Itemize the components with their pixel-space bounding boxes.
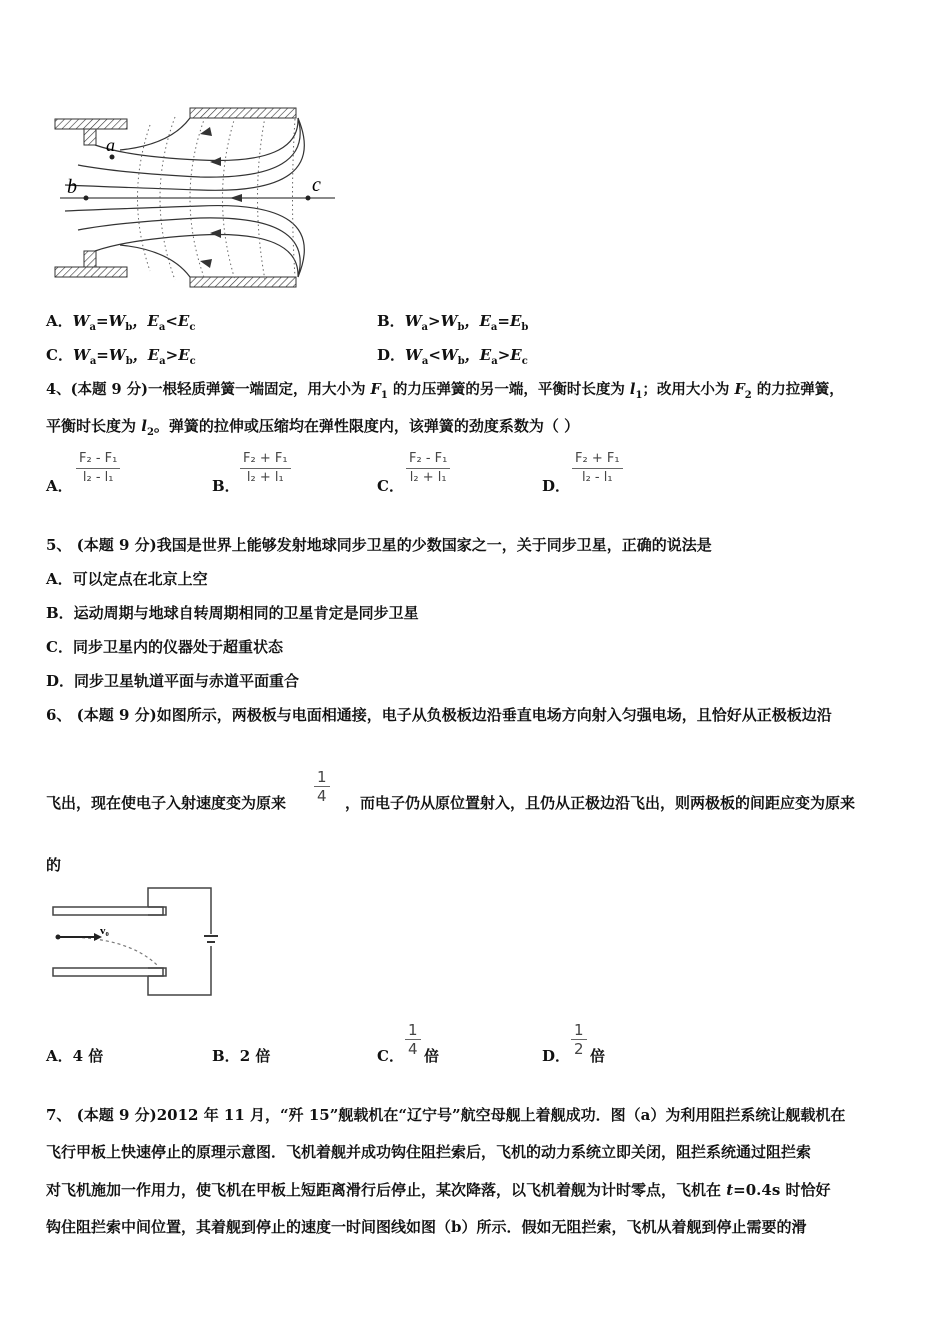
q6-option-b[interactable]: B．2 倍: [212, 1047, 271, 1065]
q4-option-d[interactable]: D．: [542, 477, 571, 495]
q6-stem-line1: 6、 (本题 9 分)如图所示，两极板与电面相通接，电子从负极板边沿垂直电场方向射入匀强电场，且恰好从正极板边沿: [46, 706, 832, 724]
field-lines-figure: [50, 105, 340, 290]
q4-stem-line1: 4、(本题 9 分)一根轻质弹簧一端固定，用大小为 $F_1$ 的力压弹簧的另一端，平衡时长度为 $l_1$；改用大小为 $F_2$ 的力拉弹簧，: [46, 381, 844, 401]
q4-option-a-fraction: F₂ - F₁ l₂ - l₁: [76, 450, 120, 487]
point-a-label: a: [106, 135, 115, 155]
q5-option-c[interactable]: C．同步卫星内的仪器处于超重状态: [46, 638, 283, 656]
q5-option-d[interactable]: D．同步卫星轨道平面与赤道平面重合: [46, 672, 300, 690]
q3-option-b[interactable]: B．$W_a>W_b$，$E_a=E_b$: [377, 312, 529, 333]
q4-option-d-fraction: F₂ + F₁ l₂ - l₁: [572, 450, 623, 487]
q4-stem-line2: 平衡时长度为 $l_2$。弹簧的拉伸或压缩均在弹性限度内，该弹簧的劲度系数为（ ）: [46, 417, 580, 438]
q6-option-d[interactable]: D．: [542, 1047, 571, 1065]
q6-option-d-fraction: 1 2: [571, 1021, 587, 1058]
q7-stem-line4: 钩住阻拦索中间位置，其着舰到停止的速度一时间图线如图（b）所示．假如无阻拦索，飞机从着舰到停止需要的滑: [46, 1218, 807, 1236]
q6-stem-line2a: 飞出，现在使电子入射速度变为原来: [46, 794, 287, 812]
capacitor-circuit-figure: [48, 884, 218, 998]
point-b-label: b: [67, 176, 77, 198]
q7-stem-line1: 7、 (本题 9 分)2012 年 11 月，“歼 15”舰载机在“辽宁号”航空母舰上着舰成功．图（a）为利用阻拦系统让舰载机在: [46, 1106, 846, 1124]
q3-option-c[interactable]: C．$W_a=W_b$，$E_a>E_c$: [46, 346, 196, 367]
q6-option-a[interactable]: A．4 倍: [46, 1047, 104, 1065]
q6-option-c-unit: 倍: [424, 1047, 440, 1065]
q6-stem-fraction: 1 4: [314, 768, 330, 805]
q5-stem: 5、 (本题 9 分)我国是世界上能够发射地球同步卫星的少数国家之一，关于同步卫星，正确的说法是: [46, 536, 712, 554]
q6-option-c-fraction: 1 4: [405, 1021, 421, 1058]
point-c-label: c: [312, 174, 321, 196]
q6-option-c[interactable]: C．: [377, 1047, 404, 1065]
q5-option-b[interactable]: B．运动周期与地球自转周期相同的卫星肯定是同步卫星: [46, 604, 419, 622]
v0-label: v₀: [100, 925, 109, 937]
q3-option-a[interactable]: A．$W_a=W_b$，$E_a<E_c$: [46, 312, 196, 333]
q4-option-b[interactable]: B．: [212, 477, 240, 495]
q7-stem-line2: 飞行甲板上快速停止的原理示意图．飞机着舰并成功钩住阻拦索后，飞机的动力系统立即关闭，阻拦系统通过阻拦索: [46, 1143, 812, 1161]
q4-option-c-fraction: F₂ - F₁ l₂ + l₁: [406, 450, 450, 487]
q5-option-a[interactable]: A．可以定点在北京上空: [46, 570, 208, 588]
q6-stem-line2b: ，而电子仍从原位置射入，且仍从正极边沿飞出，则两极板的间距应变为原来: [345, 794, 856, 812]
q3-option-d[interactable]: D．$W_a<W_b$，$E_a>E_c$: [377, 346, 528, 367]
q4-option-b-fraction: F₂ + F₁ l₂ + l₁: [240, 450, 291, 487]
q7-stem-line3: 对飞机施加一作用力，使飞机在甲板上短距离滑行后停止，某次降落，以飞机着舰为计时零点，飞机在 t=0.4s 时恰好: [46, 1181, 831, 1199]
q6-stem-line3: 的: [46, 856, 62, 874]
q4-option-a[interactable]: A．: [46, 477, 73, 495]
q4-option-c[interactable]: C．: [377, 477, 404, 495]
q6-option-d-unit: 倍: [590, 1047, 606, 1065]
